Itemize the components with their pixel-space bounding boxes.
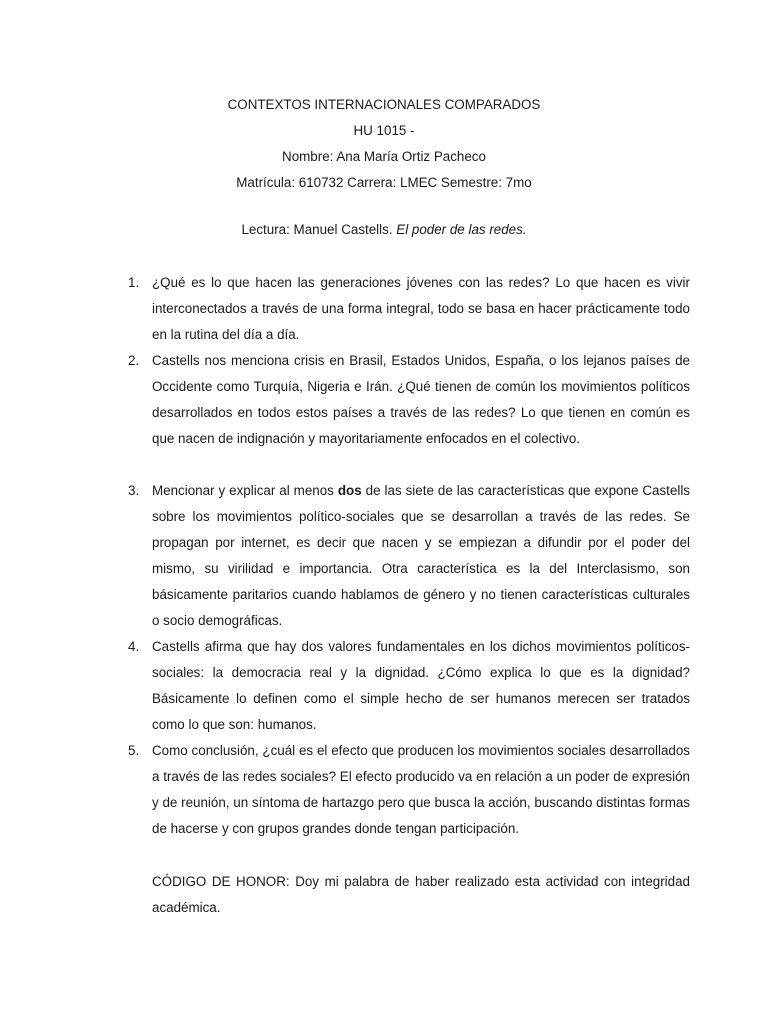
question-number: 2. [128,353,140,368]
question-number: 3. [128,483,140,498]
question-text-before: Mencionar y explicar al menos [152,483,338,498]
document-header [0,92,768,196]
question-text-after: de las siete de las características que expone Castells sobre los movimientos político-sociales que se desarrollan a través de las redes. Se propagan por internet, es decir que nacen y se empiezan a difundir por el poder del mismo, su virilidad e importancia. Otra característica es la del Interclasismo, son básicamente paritarios cuando hablamos de género y no tienen características culturales o socio demográficas. [152,483,690,628]
question-number: 5. [128,743,140,758]
reading-prefix: Lectura: Manuel Castells. [241,222,397,237]
question-list [122,270,690,842]
student-name: Nombre: Ana María Ortiz Pacheco [282,149,486,164]
question-text: ¿Qué es lo que hacen las generaciones jóvenes con las redes? Lo que hacen es vivir interconectados a través de una forma integral, todo se basa en hacer prácticamente todo en la rutina del día a día. [152,275,690,342]
course-title: CONTEXTOS INTERNACIONALES COMPARADOS [227,97,541,112]
student-enrollment: Matrícula: 610732 Carrera: LMEC Semestre: 7mo [236,175,532,190]
question-item-2 [122,348,690,452]
question-text: Como conclusión, ¿cuál es el efecto que producen los movimientos sociales desarrollados a través de las redes sociales? El efecto producido va en relación a un poder de expresión y de reunión, un síntoma de hartazgo pero que busca la acción, buscando distintas formas de hacerse y con grupos grandes donde tengan participación. [152,743,690,836]
question-text: Castells afirma que hay dos valores fundamentales en los dichos movimientos políticos-sociales: la democracia real y la dignidad. ¿Cómo explica lo que es la dignidad? Básicamente lo definen como el simple hecho de ser humanos merecen ser tratados como lo que son: humanos. [152,639,690,732]
question-item-4 [122,634,690,738]
course-code: HU 1015 - [353,123,415,138]
question-text: Castells nos menciona crisis en Brasil, Estados Unidos, España, o los lejanos países de Occidente como Turquía, Nigeria e Irán. ¿Qué tienen de común los movimientos políticos desarrollados en todos estos países a través de las redes? Lo que tienen en común es que nacen de indignación y mayoritariamente enfocados en el colectivo. [152,353,690,446]
question-item-1 [122,270,690,348]
honor-code: CÓDIGO DE HONOR: Doy mi palabra de haber realizado esta actividad con integridad académica. [152,874,690,915]
reading-reference [0,217,768,243]
reading-title: El poder de las redes. [396,222,527,237]
question-number: 1. [128,275,140,290]
question-text-bold: dos [337,483,362,498]
question-number: 4. [128,639,140,654]
question-item-5 [122,738,690,842]
question-item-3 [122,478,690,634]
